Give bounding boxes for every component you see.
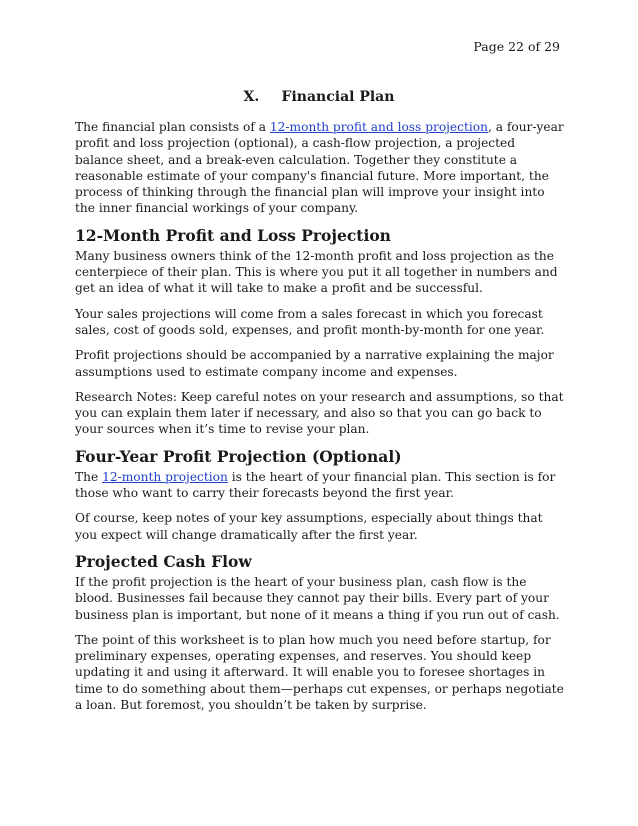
pl-paragraph-4: Research Notes: Keep careful notes on your research and assumptions, so that you can explain them later if necessary, and also so that you can go back to your sources when it’s time to revise your plan. (75, 389, 564, 437)
pl-section-title: 12-Month Profit and Loss Projection (75, 225, 391, 245)
twelve-month-projection-link[interactable]: 12-month projection (102, 469, 228, 484)
four-year-paragraph-1 (75, 469, 565, 502)
pl-paragraph-2: Your sales projections will come from a sales forecast in which you forecast sales, cost of goods sold, expenses, and profit month-by-month for one year. (75, 306, 545, 337)
intro-text-before: The financial plan consists of a (75, 120, 270, 134)
cash-flow-paragraph-2: The point of this worksheet is to plan how much you need before startup, for preliminary expenses, operating expenses, and reserves. You should keep updating it and using it afterward. It will enable you to foresee shortages in time to do something about them—perhaps cut expenses, or perhaps negotiate a loan. But foremost, you shouldn’t be taken by surprise. (75, 632, 564, 713)
cash-flow-paragraph-1: If the profit projection is the heart of your business plan, cash flow is the blood. Businesses fail because they cannot pay their bills. Every part of your business plan is important, but none of it means a thing if you run out of cash. (75, 574, 560, 622)
four-year-paragraph-2: Of course, keep notes of your key assumptions, especially about things that you expect will change dramatically after the first year. (75, 511, 543, 542)
pl-paragraph-1: Many business owners think of the 12-month profit and loss projection as the centerpiece of their plan. This is where you put it all together in numbers and get an idea of what it will take to make a profit and be successful. (75, 248, 558, 296)
intro-text-after: , a four-year profit and loss projection (optional), a cash-flow projection, a projected balance sheet, and a break-even calculation. Together they constitute a reasonable estimate of your company's financial future. More important, the process of thinking through the financial plan will improve your insight into the inner financial workings of your company. (75, 120, 564, 216)
section-number: X. (243, 89, 260, 105)
section-heading (0, 89, 638, 105)
four-year-text-before: The (75, 469, 103, 484)
four-year-section-title: Four-Year Profit Projection (Optional) (75, 446, 402, 466)
section-title: Financial Plan (281, 89, 395, 105)
pl-paragraph-3: Profit projections should be accompanied by a narrative explaining the major assumptions used to estimate company income and expenses. (75, 348, 554, 379)
document-body (75, 119, 565, 722)
cash-flow-section-title: Projected Cash Flow (75, 551, 252, 571)
four-year-text-after: is the heart of your financial plan. This section is for those who want to carry their forecasts beyond the first year. (75, 469, 556, 501)
pl-projection-link[interactable]: 12-month profit and loss projection (269, 120, 488, 134)
page-number: Page 22 of 29 (473, 39, 560, 54)
intro-paragraph (75, 119, 565, 217)
